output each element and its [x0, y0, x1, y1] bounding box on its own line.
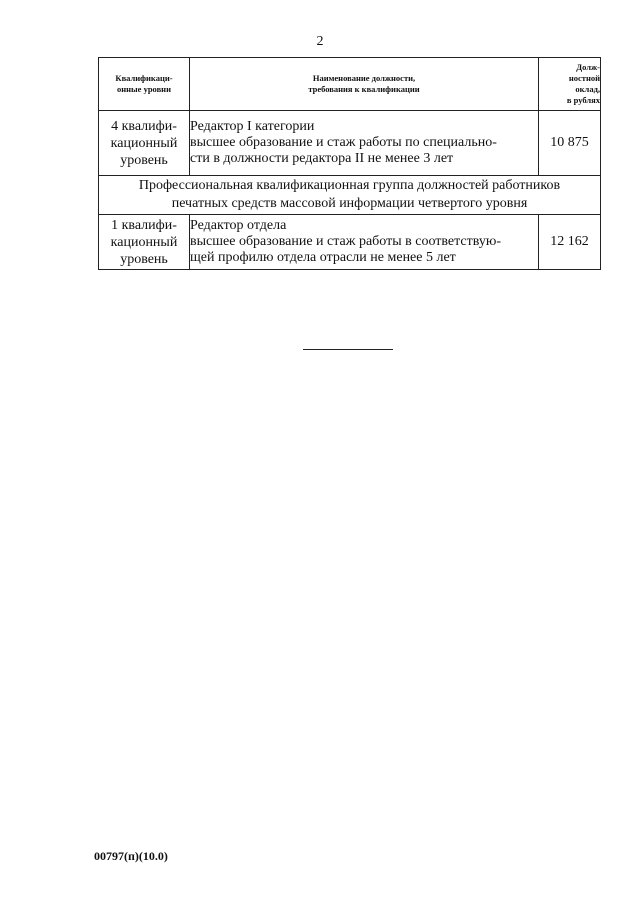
header-salary-line: Долж- [576, 62, 600, 72]
row1-requirement-line: сти в должности редактора II не менее 3 лет [190, 151, 454, 166]
header-position-line: требования к квалификации [308, 84, 420, 94]
row1-level-line: кационный [110, 135, 178, 151]
row2-level-line: уровень [120, 251, 168, 267]
table-row [99, 215, 601, 270]
row2-description [190, 215, 539, 270]
page-number: 2 [316, 34, 324, 49]
header-salary [539, 58, 601, 111]
header-salary-line: в рублях [566, 95, 600, 105]
table-row [99, 111, 601, 176]
table-header-row [99, 58, 601, 111]
header-level [99, 58, 190, 111]
row1-title: Редактор I категории [190, 119, 315, 134]
group-title [99, 176, 601, 215]
qualification-table [98, 57, 601, 270]
row2-level-line: кационный [110, 234, 178, 250]
row1-description [190, 111, 539, 176]
row2-salary: 12 162 [539, 215, 601, 270]
row2-title: Редактор отдела [190, 218, 287, 233]
row2-requirement-line: щей профилю отдела отрасли не менее 5 лет [190, 250, 456, 265]
document-code: 00797(п)(10.0) [94, 849, 168, 863]
group-title-line: печатных средств массовой информации четвертого уровня [171, 196, 528, 211]
row1-requirement-line: высшее образование и стаж работы по специально- [190, 135, 497, 150]
divider-rule [303, 349, 393, 350]
row2-level [99, 215, 190, 270]
row2-requirement-line: высшее образование и стаж работы в соответствую- [190, 234, 501, 249]
header-position [190, 58, 539, 111]
row2-level-line: 1 квалифи- [111, 217, 177, 233]
group-row [99, 176, 601, 215]
header-salary-line: оклад, [575, 84, 600, 94]
row1-level-line: уровень [120, 152, 168, 168]
header-salary-line: ностной [568, 73, 600, 83]
header-level-line: онные уровни [117, 84, 171, 94]
row1-level [99, 111, 190, 176]
header-position-line: Наименование должности, [312, 73, 416, 83]
row1-salary: 10 875 [539, 111, 601, 176]
group-title-line: Профессиональная квалификационная группа должностей работников [138, 178, 561, 193]
row1-level-line: 4 квалифи- [111, 118, 177, 134]
header-level-line: Квалификаци- [115, 73, 173, 83]
